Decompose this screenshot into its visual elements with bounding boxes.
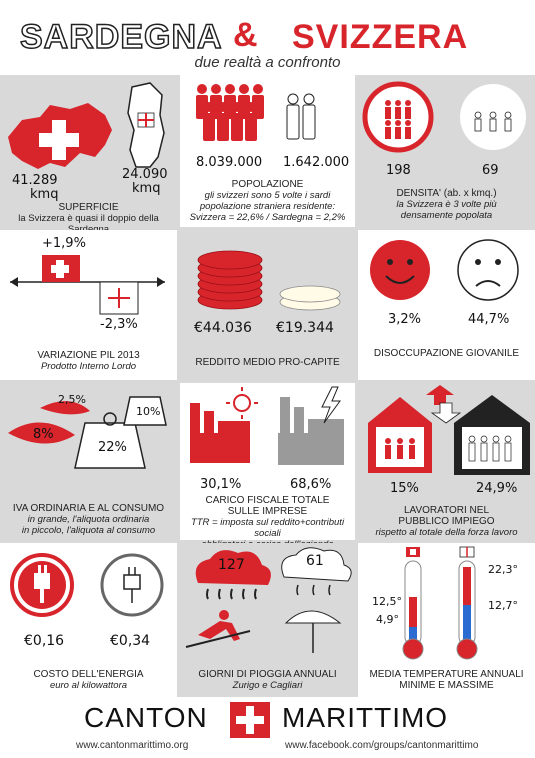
- popolazione-note2: popolazione straniera residente:: [199, 201, 336, 212]
- house-red-icon: [368, 397, 432, 473]
- title-ampersand: &: [233, 16, 258, 54]
- superficie-label: SUPERFICIE: [58, 202, 119, 213]
- page-title: [0, 18, 535, 58]
- sun-icon: [226, 387, 258, 419]
- iva-icons: [0, 383, 177, 493]
- pil-bar-chart: [0, 230, 177, 340]
- pioggia-ch-value: 127: [218, 557, 245, 573]
- fiscale-ch-value: 30,1%: [200, 477, 242, 492]
- panel-fiscale: [180, 383, 355, 540]
- densita-note1: la Svizzera è 3 volte più: [396, 199, 497, 210]
- brand-right: MARITTIMO: [282, 702, 449, 733]
- popolazione-note1: gli svizzeri sono 5 volte i sardi: [204, 190, 331, 201]
- brand-left: CANTON: [84, 702, 208, 733]
- coins-icons: [180, 230, 355, 330]
- temperature-label2: MINIME E MASSIME: [399, 680, 494, 691]
- popolazione-label: POPOLAZIONE: [231, 179, 304, 190]
- densita-ch-value: 198: [386, 163, 411, 178]
- temperature-ch-max: 12,5°: [372, 595, 402, 608]
- arrow-down-icon: [432, 403, 460, 423]
- superficie-sa-unit: kmq: [132, 181, 161, 196]
- popolazione-ch-value: 8.039.000: [196, 155, 263, 170]
- temperature-sa-min: 12,7°: [488, 599, 518, 612]
- plug-white-icon: [102, 555, 162, 615]
- title-svizzera: SVIZZERA: [292, 18, 469, 56]
- superficie-ch-unit: kmq: [30, 187, 59, 202]
- lavoratori-note: rispetto al totale della forza lavoro: [375, 527, 518, 538]
- fiscale-label1: CARICO FISCALE TOTALE: [205, 495, 330, 506]
- thermometer-ch-icon: [403, 547, 423, 659]
- superficie-ch-value: 41.289: [12, 173, 58, 188]
- fiscale-sa-value: 68,6%: [290, 477, 332, 492]
- lavoratori-label1: LAVORATORI NEL: [403, 505, 490, 516]
- beach-umbrella-icon: [286, 611, 340, 653]
- fiscale-label2: SULLE IMPRESE: [227, 506, 308, 517]
- footer: [0, 700, 535, 758]
- pioggia-label: GIORNI DI PIOGGIA ANNUALI: [198, 669, 337, 680]
- superficie-sa-value: 24.090: [122, 167, 168, 182]
- people-group-white-icon: [287, 94, 315, 139]
- pil-ch-value: +1,9%: [42, 236, 86, 251]
- smiley-icons: [358, 230, 535, 310]
- factory-icons: [180, 383, 355, 473]
- factory-red-icon: [190, 403, 250, 463]
- reddito-sa-value: €19.344: [276, 320, 334, 336]
- popolazione-sa-value: 1.642.000: [283, 155, 350, 170]
- iva-label: IVA ORDINARIA E AL CONSUMO: [12, 503, 165, 514]
- lightning-icon: [322, 387, 340, 423]
- title-sardegna: SARDEGNA: [20, 18, 223, 56]
- panel-energia: [0, 543, 177, 697]
- panel-disoccupazione: [358, 230, 535, 380]
- density-icons: [358, 75, 535, 155]
- reddito-ch-value: €44.036: [194, 320, 252, 336]
- panel-temperature: [358, 543, 535, 697]
- population-icons: [180, 75, 355, 155]
- energia-sa-value: €0,34: [110, 633, 151, 649]
- pil-label: VARIAZIONE PIL 2013: [37, 350, 140, 361]
- panel-densita: [358, 75, 535, 227]
- facebook-link[interactable]: www.facebook.com/groups/cantonmarittimo: [285, 740, 479, 751]
- iva-sa-value: 22%: [98, 440, 127, 455]
- website-link[interactable]: www.cantonmarittimo.org: [76, 740, 189, 751]
- temperature-ch-min: 4,9°: [376, 613, 399, 626]
- disoccupazione-ch-value: 3,2%: [388, 312, 422, 327]
- coins-red-icon: [198, 251, 262, 309]
- temperature-sa-max: 22,3°: [488, 563, 518, 576]
- pil-sa-value: -2,3%: [100, 317, 138, 332]
- infographic-grid: [0, 75, 535, 697]
- energia-note: euro al kilowattora: [49, 680, 128, 691]
- temperature-label1: MEDIA TEMPERATURE ANNUALI: [369, 669, 524, 680]
- panel-lavoratori: [358, 383, 535, 540]
- lavoratori-label2: PUBBLICO IMPIEGO: [398, 516, 495, 527]
- panel-pil: [0, 230, 177, 380]
- iva-note2: in piccolo, l'aliquota al consumo: [21, 525, 156, 536]
- thermometer-sa-icon: [457, 547, 477, 659]
- arrow-up-icon: [426, 385, 454, 405]
- panel-iva: [0, 383, 177, 540]
- sad-face-icon: [458, 240, 518, 300]
- iva-note1: in grande, l'aliquota ordinaria: [27, 514, 150, 525]
- lavoratori-ch-value: 15%: [390, 481, 419, 496]
- panel-superficie: [0, 75, 177, 227]
- subtitle: due realtà a confronto: [194, 54, 341, 71]
- disoccupazione-sa-value: 44,7%: [468, 312, 510, 327]
- iva-ch-small-value: 2,5%: [58, 393, 86, 406]
- iva-ch-value: 8%: [33, 427, 54, 442]
- densita-sa-value: 69: [482, 163, 499, 178]
- panel-reddito: [180, 230, 355, 380]
- reddito-label: REDDITO MEDIO PRO-CAPITE: [195, 357, 340, 368]
- pioggia-sa-value: 61: [306, 553, 324, 569]
- flag-logo-icon: [230, 702, 270, 738]
- energia-label: COSTO DELL'ENERGIA: [33, 669, 144, 680]
- pil-note: Prodotto Interno Lordo: [40, 361, 137, 372]
- densita-note2: densamente popolata: [400, 210, 493, 221]
- house-black-icon: [454, 395, 530, 475]
- iva-sa-small-value: 10%: [136, 405, 161, 418]
- plug-icons: [0, 543, 177, 623]
- rain-icons: [180, 543, 355, 663]
- skier-icon: [186, 610, 250, 647]
- panel-popolazione: [180, 75, 355, 227]
- pioggia-note: Zurigo e Cagliari: [232, 680, 303, 691]
- densita-label: DENSITA' (ab. x kmq.): [396, 188, 497, 199]
- lavoratori-sa-value: 24,9%: [476, 481, 518, 496]
- plug-red-icon: [12, 555, 72, 615]
- coins-white-icon: [280, 286, 340, 310]
- house-icons: [358, 383, 535, 479]
- people-group-red-icon: [196, 84, 264, 141]
- panel-pioggia: [180, 543, 355, 697]
- happy-face-icon: [370, 240, 430, 300]
- popolazione-note3: Svizzera = 22,6% / Sardegna = 2,2%: [189, 212, 346, 223]
- energia-ch-value: €0,16: [24, 633, 65, 649]
- superficie-note: la Svizzera è quasi il doppio della: [18, 213, 159, 224]
- disoccupazione-label: DISOCCUPAZIONE GIOVANILE: [373, 348, 520, 359]
- fiscale-note1: TTR = imposta sul reddito+contributi sociali: [190, 517, 345, 539]
